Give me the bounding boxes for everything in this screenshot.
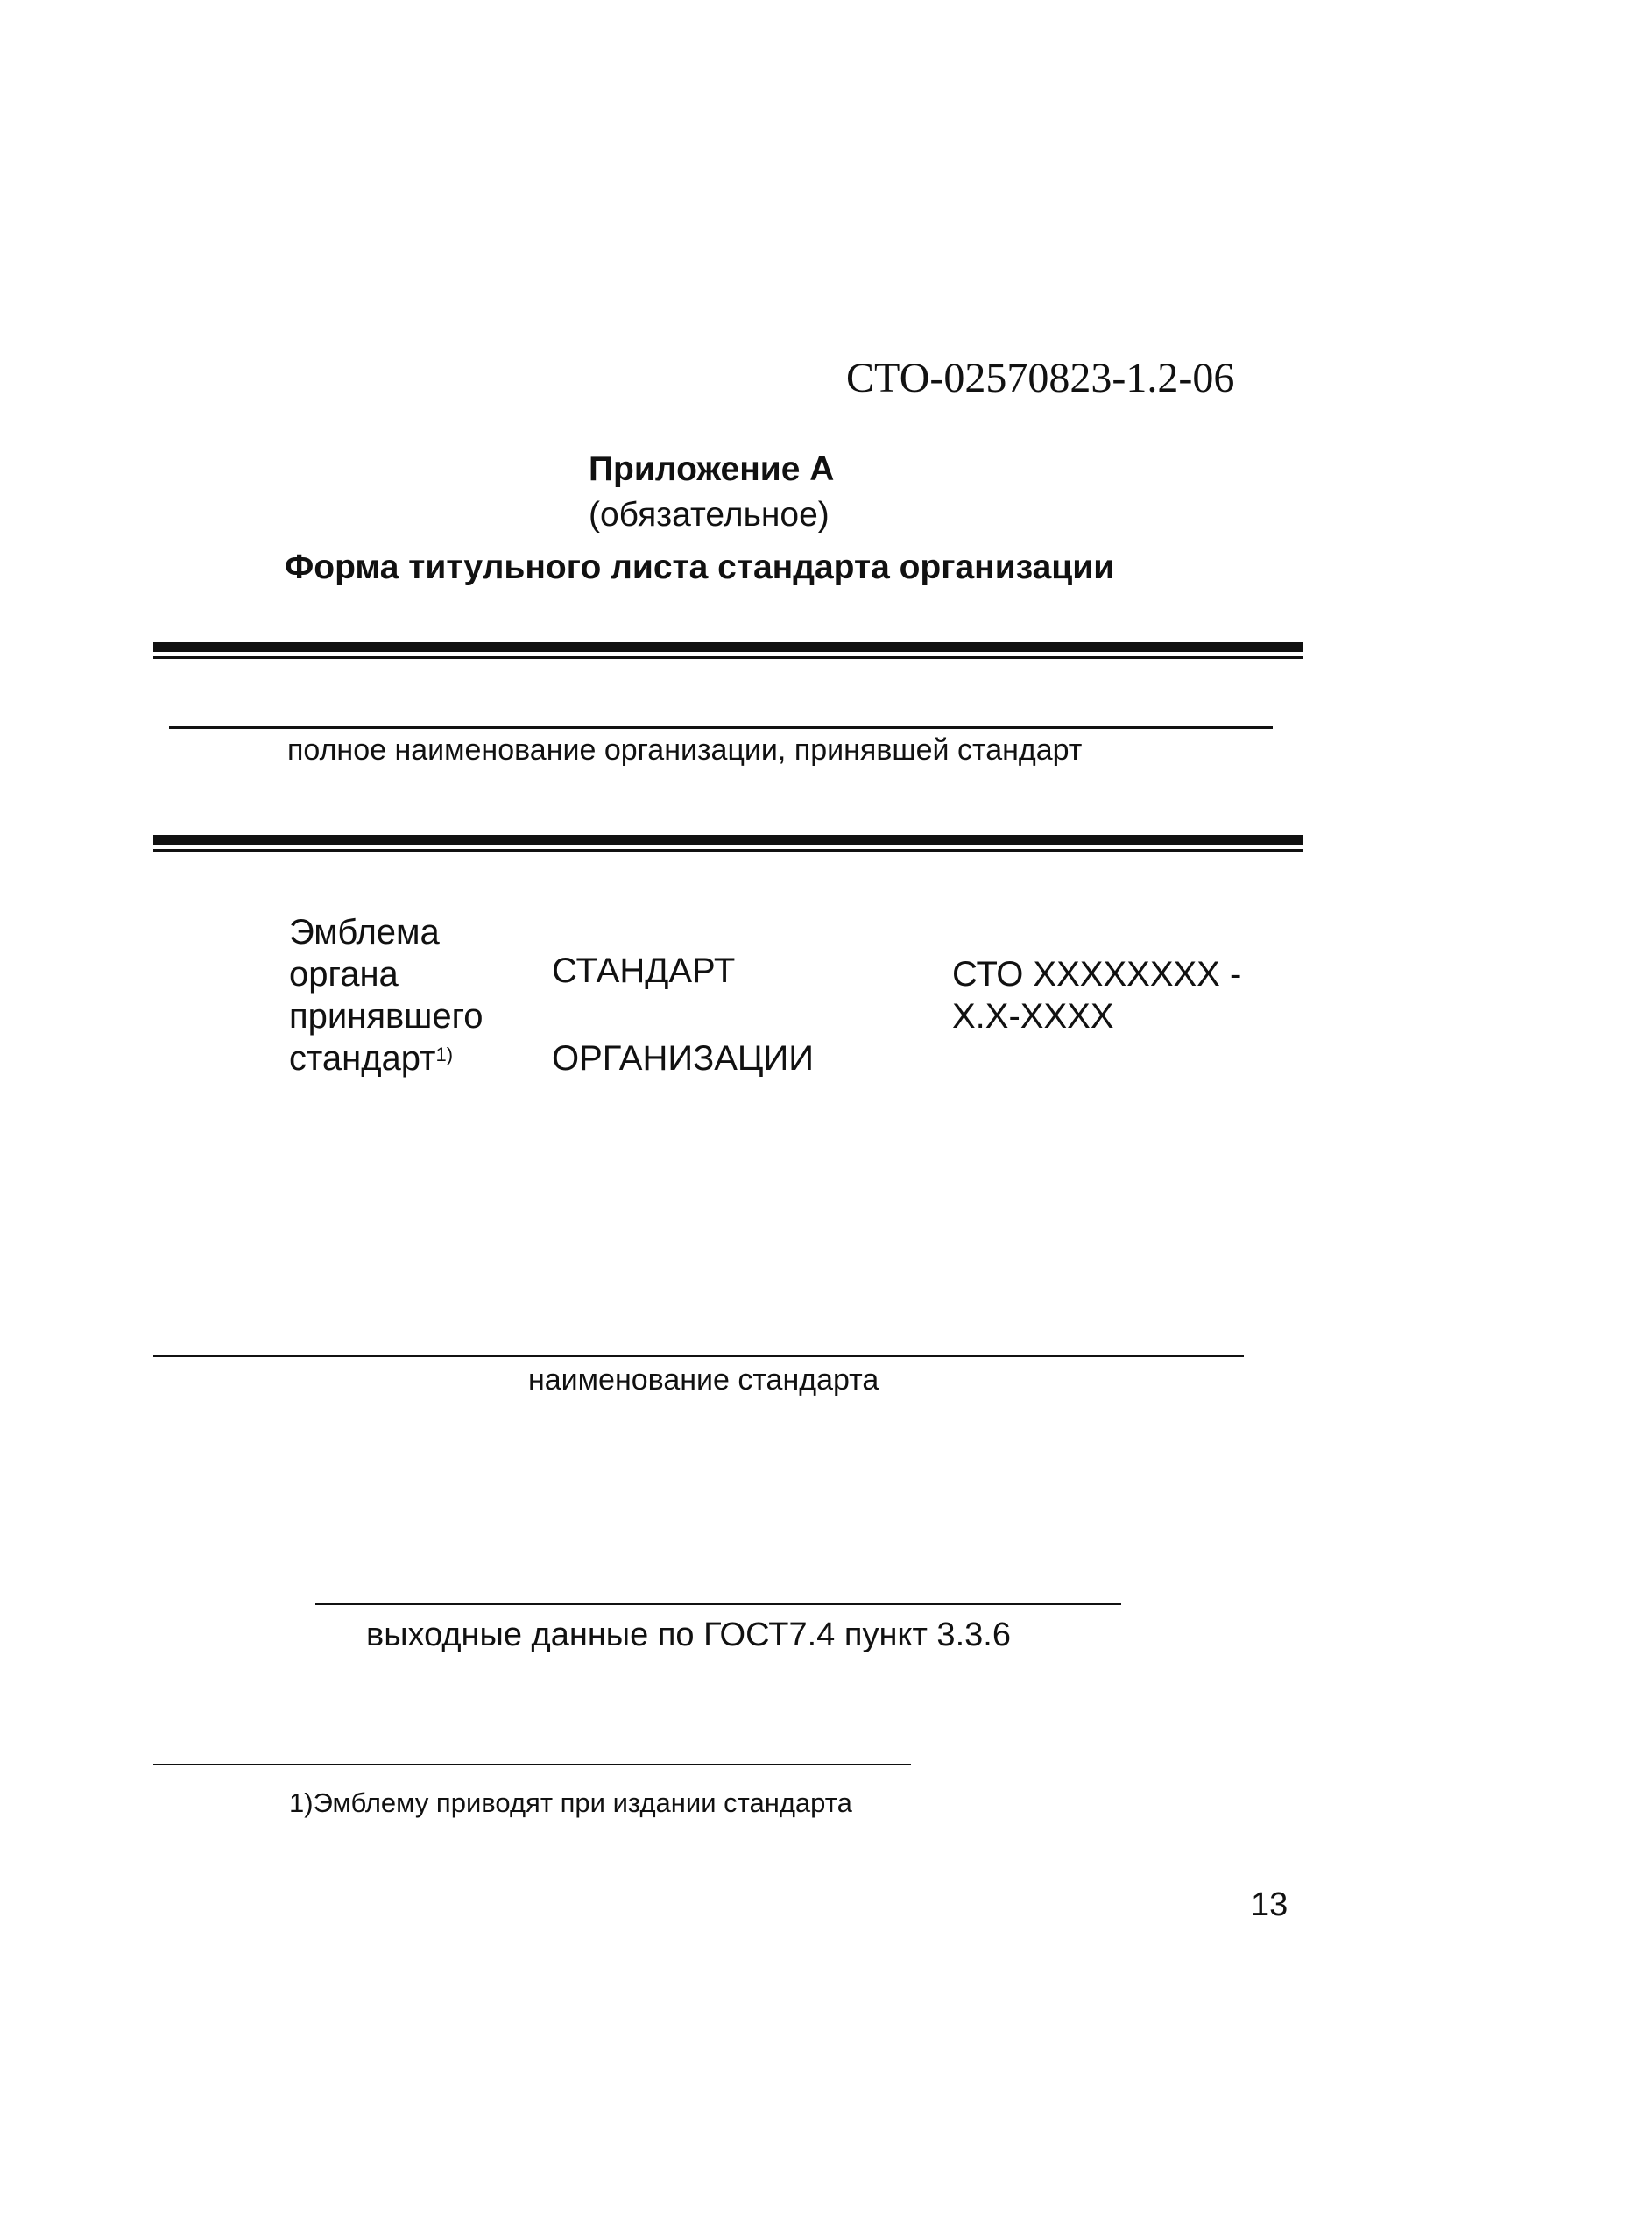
org-name-caption: полное наименование организации, принявшей стандарт: [287, 733, 1083, 767]
footnote-text: 1)Эмблему приводят при издании стандарта: [289, 1787, 852, 1818]
standard-name-caption: наименование стандарта: [528, 1363, 879, 1397]
document-code: СТО-02570823-1.2-06: [846, 355, 1235, 401]
footnote-separator: [153, 1764, 911, 1765]
emblem-placeholder: [289, 911, 484, 1079]
organization-word: ОРГАНИЗАЦИИ: [552, 1039, 815, 1078]
emblem-line-3: принявшего: [289, 997, 484, 1036]
emblem-line-1: Эмблема: [289, 913, 440, 952]
org-name-line: [169, 726, 1273, 729]
middle-double-rule: [153, 835, 1303, 852]
form-title: Форма титульного листа стандарта организации: [285, 548, 1115, 586]
imprint-caption: выходные данные по ГОСТ7.4 пункт 3.3.6: [366, 1617, 1011, 1653]
emblem-line-2: органа: [289, 955, 399, 994]
imprint-line: [315, 1603, 1121, 1605]
footnote-mark: 1): [435, 1044, 454, 1065]
standard-word: СТАНДАРТ: [552, 952, 736, 990]
top-double-rule: [153, 642, 1303, 659]
appendix-status: (обязательное): [589, 496, 830, 534]
code-template-line-2: X.X-XXXX: [952, 997, 1114, 1036]
emblem-line-4-text: стандарт: [289, 1039, 436, 1078]
standard-name-line: [153, 1355, 1244, 1357]
emblem-line-4: [289, 1037, 484, 1079]
code-template-line-1: СТО XXXXXXXX -: [952, 955, 1242, 994]
standard-code-template: [952, 953, 1241, 1037]
page-number: 13: [1251, 1886, 1288, 1923]
appendix-title: Приложение А: [589, 450, 835, 488]
